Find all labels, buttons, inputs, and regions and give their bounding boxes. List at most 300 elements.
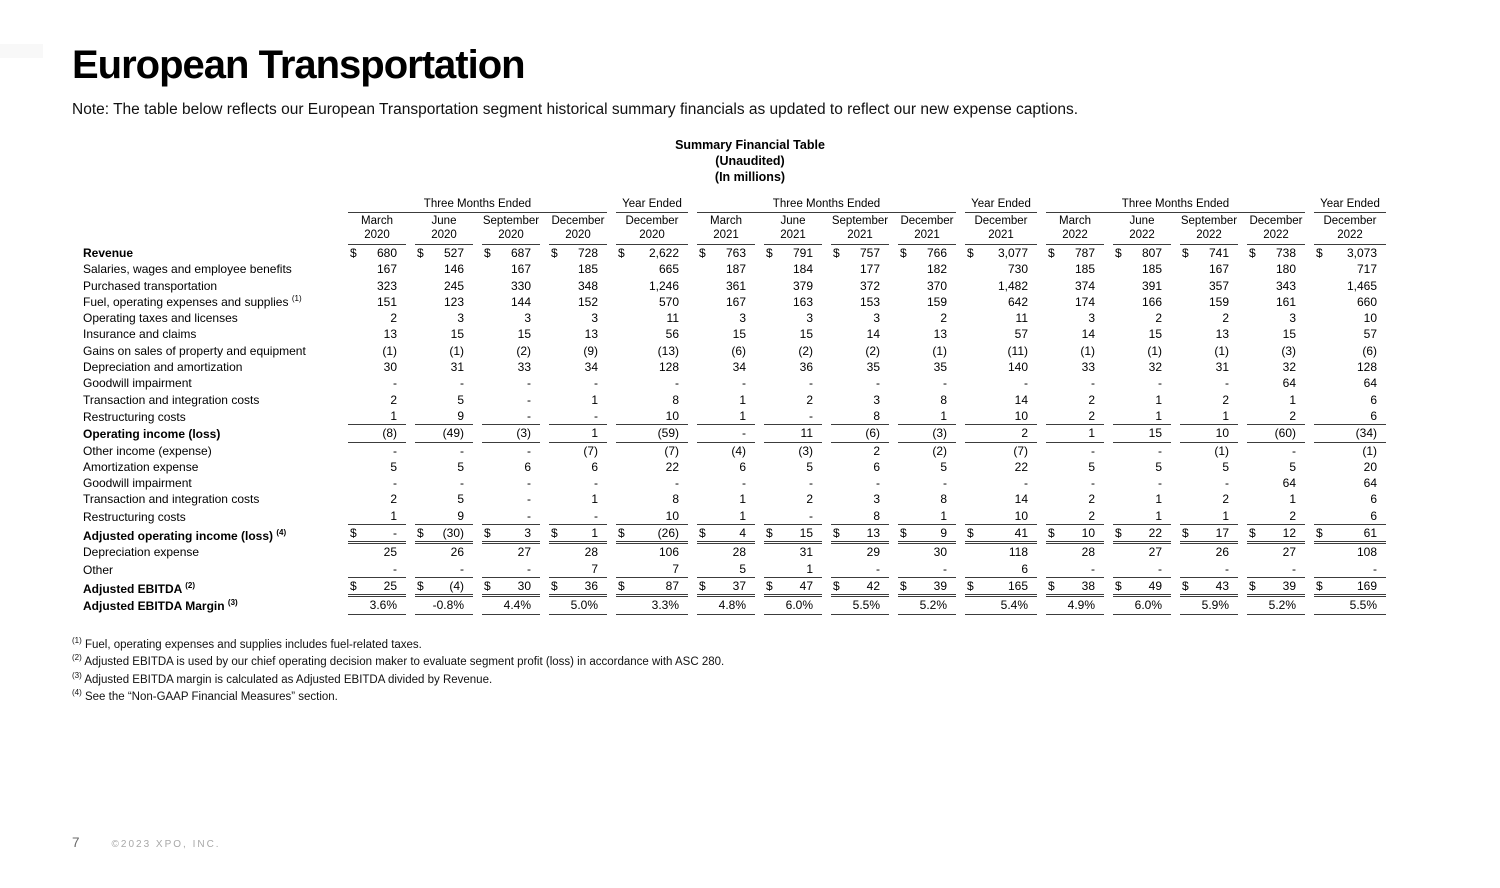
group-header-row	[81, 197, 1386, 213]
column-group-header: Three Months Ended	[697, 197, 956, 213]
table-cell: $ (30)	[415, 525, 473, 544]
table-cell: 28	[732, 545, 746, 560]
column-header: December 2022	[1247, 213, 1305, 245]
table-cell: 64	[1363, 476, 1377, 491]
table-cell: 187	[725, 262, 746, 277]
dollar-sign: $	[1249, 526, 1256, 541]
table-cell: $ 3,073	[1316, 246, 1377, 260]
table-cell: $ 4	[697, 525, 755, 544]
dollar-sign: $	[967, 526, 974, 541]
table-cell: -	[764, 408, 822, 425]
dollar-sign: $	[551, 526, 558, 541]
table-cell: 177	[859, 262, 880, 277]
table-cell: 1	[348, 408, 406, 425]
table-cell: 1	[1180, 408, 1238, 425]
table-cell: 29	[866, 545, 880, 560]
dollar-sign: $	[900, 526, 907, 541]
table-cell: 28	[1081, 545, 1095, 560]
table-cell: (1)	[449, 343, 464, 358]
table-cell: 108	[1356, 545, 1377, 560]
table-row	[81, 392, 1386, 408]
table-cell: 3	[524, 311, 531, 326]
table-cell: 64	[1282, 476, 1296, 491]
table-cell: (11)	[1007, 343, 1028, 358]
table-cell: 2	[390, 492, 397, 507]
table-cell: -	[348, 561, 406, 578]
table-cell: 5.0%	[549, 597, 607, 614]
table-cell: 730	[1007, 262, 1028, 277]
table-cell: (1)	[382, 343, 397, 358]
dollar-sign: $	[967, 246, 974, 260]
table-cell: $ (4)	[415, 578, 473, 597]
table-cell: 361	[725, 278, 746, 293]
table-cell: 2	[390, 392, 397, 407]
table-cell: 146	[443, 262, 464, 277]
table-cell: 6	[591, 459, 598, 474]
table-cell: 1	[697, 508, 755, 525]
table-cell: -	[482, 508, 540, 525]
table-cell: 372	[859, 278, 880, 293]
table-row	[81, 491, 1386, 507]
table-cell: 3	[873, 392, 880, 407]
table-cell: 6	[1370, 392, 1377, 407]
table-cell: -	[482, 561, 540, 578]
table-cell: (6)	[731, 343, 746, 358]
table-cell: 6	[739, 459, 746, 474]
table-cell: 5	[1088, 459, 1095, 474]
dollar-sign: $	[417, 246, 424, 260]
table-cell: $ 47	[764, 578, 822, 597]
table-cell: 11	[666, 311, 679, 326]
dollar-sign: $	[1048, 246, 1055, 260]
table-cell: 159	[1208, 294, 1229, 309]
table-cell: 64	[1282, 376, 1296, 391]
table-cell: (4)	[731, 443, 746, 458]
table-cell: $ 10	[1046, 525, 1104, 544]
dollar-sign: $	[618, 526, 625, 541]
table-cell: 185	[1074, 262, 1095, 277]
row-label: Operating taxes and licenses	[83, 311, 238, 326]
table-cell: -	[1158, 443, 1162, 458]
table-cell: 27	[1148, 545, 1162, 560]
table-cell: 118	[1008, 545, 1028, 560]
table-cell: 6	[1370, 492, 1377, 507]
table-cell: -	[460, 376, 464, 391]
row-label: Restructuring costs	[83, 509, 186, 524]
table-cell: 2	[390, 311, 397, 326]
column-group-header: Three Months Ended	[1046, 197, 1305, 213]
table-cell: 15	[1282, 327, 1296, 342]
table-cell: (2)	[932, 443, 947, 458]
table-cell: $ 3,077	[967, 246, 1028, 260]
table-cell: 27	[517, 545, 531, 560]
table-cell: $ 763	[699, 246, 746, 260]
footnote: $^{(4)}$ See the “Non-GAAP Financial Measures” section.	[72, 688, 338, 704]
table-cell: -	[527, 376, 531, 391]
dollar-sign: $	[699, 578, 706, 593]
table-cell: -	[809, 476, 813, 491]
table-cell: 570	[658, 294, 679, 309]
table-cell: 174	[1074, 294, 1095, 309]
table-cell: 57	[1014, 327, 1028, 342]
table-cell: 34	[584, 360, 598, 375]
table-cell: 2	[965, 425, 1037, 442]
table-cell: 3.3%	[616, 597, 688, 614]
table-cell: (1)	[932, 343, 947, 358]
table-cell: 343	[1275, 278, 1296, 293]
table-cell: 163	[792, 294, 813, 309]
table-cell: 20	[1363, 459, 1377, 474]
row-label: Restructuring costs	[83, 409, 186, 424]
table-cell: 2	[1088, 392, 1095, 407]
dollar-sign: $	[766, 526, 773, 541]
table-cell: -	[1225, 376, 1229, 391]
table-row	[81, 326, 1386, 342]
table-cell: 3	[1088, 311, 1095, 326]
table-cell: 1	[898, 508, 956, 525]
table-cell: $ -	[348, 525, 406, 544]
table-cell: 5.5%	[1314, 597, 1386, 614]
table-cell: 245	[443, 278, 464, 293]
dollar-sign: $	[1249, 246, 1256, 260]
table-row	[81, 508, 1386, 525]
table-cell: -	[1091, 443, 1095, 458]
table-cell: (3)	[1281, 343, 1296, 358]
table-cell: 31	[799, 545, 813, 560]
table-cell: 32	[1148, 360, 1162, 375]
table-cell: 8	[672, 392, 679, 407]
table-cell: $ 1	[549, 525, 607, 544]
dollar-sign: $	[551, 246, 558, 260]
table-cell: (9)	[583, 343, 598, 358]
table-cell: -	[1314, 561, 1386, 578]
table-cell: 144	[510, 294, 531, 309]
table-cell: -	[675, 476, 679, 491]
table-cell: 5.9%	[1180, 597, 1238, 614]
table-cell: $ 687	[484, 246, 531, 260]
table-cell: $ 87	[616, 578, 688, 597]
table-cell: 2	[1088, 492, 1095, 507]
table-cell: -	[742, 376, 746, 391]
table-cell: -	[1292, 443, 1296, 458]
table-cell: -	[482, 408, 540, 425]
table-title: Summary Financial Table	[675, 138, 825, 152]
table-cell: -	[1113, 561, 1171, 578]
table-cell: 1	[1180, 508, 1238, 525]
table-cell: 5	[457, 492, 464, 507]
table-cell: 1	[1113, 408, 1171, 425]
dollar-sign: $	[833, 246, 840, 260]
table-row	[81, 443, 1386, 459]
row-label: Goodwill impairment	[83, 476, 192, 491]
table-cell: 15	[450, 327, 464, 342]
table-cell: 159	[926, 294, 947, 309]
table-cell: 153	[859, 294, 880, 309]
table-cell: 14	[866, 327, 880, 342]
table-cell: 3.6%	[348, 597, 406, 614]
table-cell: 5.2%	[1247, 597, 1305, 614]
table-cell: 2	[873, 443, 880, 458]
table-cell: 13	[1215, 327, 1229, 342]
table-cell: (49)	[415, 425, 473, 442]
table-cell: $ 39	[898, 578, 956, 597]
dollar-sign: $	[1316, 246, 1323, 260]
table-row	[81, 425, 1386, 442]
table-cell: (13)	[657, 343, 679, 358]
row-label: Adjusted EBITDA Margin $^{(3)}$	[83, 598, 238, 614]
table-cell: 3	[457, 311, 464, 326]
table-cell: 33	[1081, 360, 1095, 375]
table-cell: $ 17	[1180, 525, 1238, 544]
dollar-sign: $	[1316, 526, 1323, 541]
table-cell: 1	[348, 508, 406, 525]
dollar-sign: $	[350, 246, 357, 260]
row-label: Amortization expense	[83, 459, 199, 474]
table-cell: 2	[1222, 492, 1229, 507]
row-label: Goodwill impairment	[83, 376, 192, 391]
table-cell: 128	[1356, 360, 1377, 375]
table-cell: 3	[591, 311, 598, 326]
table-cell: 11	[1015, 311, 1028, 326]
table-cell: 15	[732, 327, 746, 342]
table-cell: 10	[616, 408, 688, 425]
table-cell: 161	[1275, 294, 1296, 309]
table-cell: (2)	[865, 343, 880, 358]
row-label: Salaries, wages and employee benefits	[83, 262, 292, 277]
table-cell: 30	[383, 360, 397, 375]
table-cell: 348	[577, 278, 598, 293]
table-cell: 1	[1155, 492, 1162, 507]
table-cell: -	[1247, 561, 1305, 578]
table-cell: 5.4%	[965, 597, 1037, 614]
table-cell: 379	[792, 278, 813, 293]
table-cell: $ 766	[900, 246, 947, 260]
table-cell: -	[415, 561, 473, 578]
table-cell: -	[393, 376, 397, 391]
table-cell: 2	[1046, 408, 1104, 425]
table-cell: (6)	[831, 425, 889, 442]
row-label: Purchased transportation	[83, 278, 218, 293]
table-cell: 8	[831, 508, 889, 525]
dollar-sign: $	[967, 578, 974, 593]
table-cell: (60)	[1247, 425, 1305, 442]
table-cell: $ 30	[482, 578, 540, 597]
dollar-sign: $	[1316, 578, 1323, 593]
table-cell: $ 807	[1115, 246, 1162, 260]
table-cell: 4.4%	[482, 597, 540, 614]
table-cell: (7)	[583, 443, 598, 458]
table-cell: (3)	[898, 425, 956, 442]
table-cell: 1	[1289, 392, 1296, 407]
table-cell: 1	[1289, 492, 1296, 507]
table-cell: 5	[806, 459, 813, 474]
table-cell: (1)	[1214, 443, 1229, 458]
table-cell: 4.8%	[697, 597, 755, 614]
table-cell: 26	[1215, 545, 1229, 560]
table-cell: 30	[933, 545, 947, 560]
row-label: Transaction and integration costs	[83, 392, 260, 407]
table-cell: 22	[1014, 459, 1028, 474]
table-row	[81, 597, 1386, 614]
table-cell: (2)	[798, 343, 813, 358]
table-cell: -	[876, 376, 880, 391]
table-cell: -	[1091, 476, 1095, 491]
table-row	[81, 359, 1386, 375]
table-cell: 31	[1215, 360, 1229, 375]
dollar-sign: $	[1182, 578, 1189, 593]
column-header: March 2021	[697, 213, 755, 245]
table-cell: 1	[1046, 425, 1104, 442]
dollar-sign: $	[417, 578, 424, 593]
table-cell: -	[527, 476, 531, 491]
table-cell: 15	[1148, 327, 1162, 342]
table-cell: 5.5%	[831, 597, 889, 614]
table-cell: (1)	[1214, 343, 1229, 358]
table-cell: 35	[933, 360, 947, 375]
table-cell: 7	[549, 561, 607, 578]
dollar-sign: $	[618, 578, 625, 593]
table-cell: -	[393, 476, 397, 491]
table-cell: -0.8%	[415, 597, 473, 614]
table-cell: 14	[1081, 327, 1095, 342]
table-cell: 10	[1180, 425, 1238, 442]
table-cell: $ 9	[898, 525, 956, 544]
dollar-sign: $	[1182, 246, 1189, 260]
table-cell: 25	[383, 545, 397, 560]
dollar-sign: $	[766, 578, 773, 593]
table-cell: 2	[1222, 392, 1229, 407]
table-cell: $ 757	[833, 246, 880, 260]
table-cell: -	[460, 443, 464, 458]
table-row	[81, 544, 1386, 560]
dollar-sign: $	[1115, 246, 1122, 260]
table-cell: -	[527, 492, 531, 507]
table-cell: -	[831, 561, 889, 578]
table-cell: $ 15	[764, 525, 822, 544]
table-row	[81, 310, 1386, 326]
table-cell: 26	[450, 545, 464, 560]
table-cell: 5	[1222, 459, 1229, 474]
table-cell: -	[594, 476, 598, 491]
row-label: Other	[83, 562, 114, 577]
table-cell: $ 738	[1249, 246, 1296, 260]
table-cell: 3	[873, 311, 880, 326]
table-cell: 1,482	[997, 278, 1028, 293]
table-cell: 182	[926, 262, 947, 277]
table-cell: 13	[933, 327, 947, 342]
table-cell: 6.0%	[764, 597, 822, 614]
column-header: June 2021	[764, 213, 822, 245]
table-cell: 8	[672, 492, 679, 507]
table-cell: 9	[415, 508, 473, 525]
dollar-sign: $	[900, 578, 907, 593]
table-cell: 33	[517, 360, 531, 375]
table-cell: 1	[549, 425, 607, 442]
table-cell: -	[1091, 376, 1095, 391]
dollar-sign: $	[551, 578, 558, 593]
table-cell: 10	[965, 408, 1037, 425]
table-cell: 6.0%	[1113, 597, 1171, 614]
table-cell: -	[1158, 476, 1162, 491]
row-label: Gains on sales of property and equipment	[83, 343, 306, 358]
table-row	[81, 261, 1386, 277]
row-label: Operating income (loss)	[83, 427, 221, 442]
table-cell: $ 787	[1048, 246, 1095, 260]
table-cell: $ 43	[1180, 578, 1238, 597]
table-cell: 6	[965, 561, 1037, 578]
table-cell: 167	[510, 262, 531, 277]
row-label: Depreciation and amortization	[83, 360, 243, 375]
table-cell: 185	[577, 262, 598, 277]
footnote: $^{(3)}$ Adjusted EBITDA margin is calculated as Adjusted EBITDA divided by Revenue.	[72, 670, 493, 686]
table-cell: 1	[591, 492, 598, 507]
table-cell: $ 36	[549, 578, 607, 597]
table-cell: 357	[1208, 278, 1229, 293]
footer	[72, 835, 221, 850]
table-cell: 31	[450, 360, 464, 375]
table-cell: $ 22	[1113, 525, 1171, 544]
table-cell: 15	[1113, 425, 1171, 442]
table-cell: $ (26)	[616, 525, 688, 544]
dollar-sign: $	[699, 526, 706, 541]
note-text: Note: The table below reflects our European Transportation segment historical summary financials as updated to reflect our new expense captions.	[72, 101, 1079, 118]
table-cell: 5	[697, 561, 755, 578]
dollar-sign: $	[833, 526, 840, 541]
slide	[0, 44, 1500, 707]
table-cell: 14	[1014, 492, 1028, 507]
table-cell: 1	[1155, 392, 1162, 407]
table-cell: $ 13	[831, 525, 889, 544]
table-cell: 370	[926, 278, 947, 293]
dollar-sign: $	[1182, 526, 1189, 541]
table-cell: 1	[898, 408, 956, 425]
table-cell: 1	[739, 492, 746, 507]
table-cell: 15	[517, 327, 531, 342]
copyright-text: ©2023 XPO, INC.	[111, 839, 221, 850]
table-cell: 1	[1113, 508, 1171, 525]
table-cell: 10	[616, 508, 688, 525]
table-cell: 2	[806, 392, 813, 407]
table-cell: 64	[1363, 376, 1377, 391]
row-label: Adjusted EBITDA $^{(2)}$	[83, 580, 196, 596]
dollar-sign: $	[618, 246, 625, 260]
table-cell: -	[549, 408, 607, 425]
table-row	[81, 525, 1386, 544]
row-label: Revenue	[83, 246, 134, 260]
table-cell: 3	[1289, 311, 1296, 326]
table-cell: 180	[1275, 262, 1296, 277]
column-header: September 2022	[1180, 213, 1238, 245]
table-cell: -	[549, 508, 607, 525]
table-cell: $ 42	[831, 578, 889, 597]
dollar-sign: $	[1249, 578, 1256, 593]
table-cell: 32	[1282, 360, 1296, 375]
dollar-sign: $	[350, 578, 357, 593]
table-row	[81, 459, 1386, 475]
table-cell: 2	[1222, 311, 1229, 326]
table-cell: (3)	[482, 425, 540, 442]
table-cell: 10	[1363, 311, 1377, 326]
column-header: March 2022	[1046, 213, 1104, 245]
table-cell: 36	[799, 360, 813, 375]
table-cell: $ 39	[1247, 578, 1305, 597]
table-cell: -	[943, 476, 947, 491]
table-cell: -	[460, 476, 464, 491]
row-label: Depreciation expense	[83, 545, 200, 560]
table-cell: $ 527	[417, 246, 464, 260]
table-cell: 152	[577, 294, 598, 309]
table-cell: (1)	[1147, 343, 1162, 358]
